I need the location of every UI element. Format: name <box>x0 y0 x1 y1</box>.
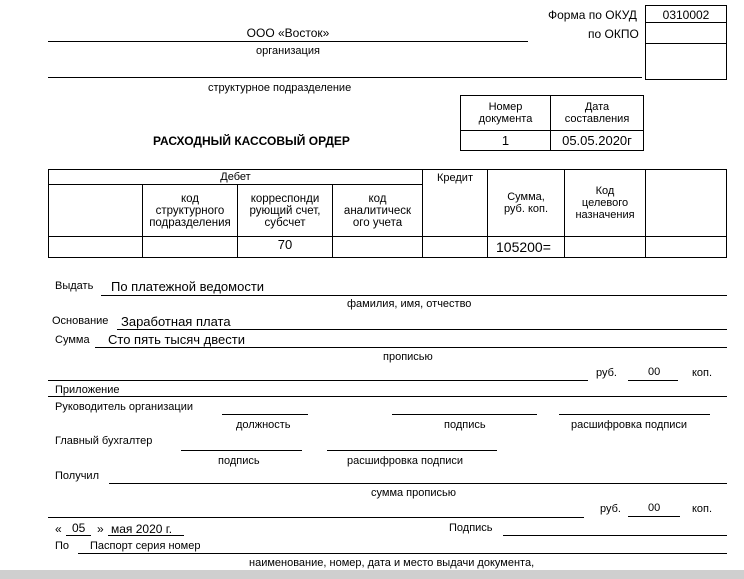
head-label: Руководитель организации <box>55 401 194 413</box>
quote-close: » <box>97 522 104 536</box>
signature-label: Подпись <box>449 522 493 534</box>
doc-number-date-table <box>460 95 644 151</box>
attachment-label: Приложение <box>55 384 120 396</box>
corr-header-l2: рующий счет, <box>249 204 321 217</box>
debit-credit-table <box>48 169 727 258</box>
purpose-header-l2: целевого <box>581 197 629 209</box>
analytic-header-l1: код <box>368 192 387 205</box>
day-value: 05 <box>72 521 86 535</box>
struct-header-l2: структурного <box>155 204 225 217</box>
credit-header: Кредит <box>423 170 488 237</box>
sum-header-l2: руб. коп. <box>503 203 549 215</box>
sum-words-value: Сто пять тысяч двести <box>108 332 245 347</box>
received-label: Получил <box>55 470 99 482</box>
struct-header-l3: подразделения <box>149 216 231 229</box>
basis-value: Заработная плата <box>121 314 231 329</box>
sum-header-l1: Сумма, <box>507 191 545 203</box>
okud-label: Форма по ОКУД <box>548 8 637 22</box>
kop-label-2: коп. <box>692 503 713 515</box>
kop-label: коп. <box>692 367 713 379</box>
date-header-l2: составления <box>564 113 630 125</box>
chief-signature-caption: подпись <box>218 455 260 467</box>
rub-label-2: руб. <box>600 503 621 515</box>
corr-header-l3: субсчет <box>264 216 306 229</box>
rub-label: руб. <box>596 367 617 379</box>
doc-title: РАСХОДНЫЙ КАССОВЫЙ ОРДЕР <box>153 134 350 148</box>
passport-value: Паспорт серия номер <box>90 540 201 552</box>
words-caption: прописью <box>383 351 433 363</box>
issue-value: По платежной ведомости <box>111 279 265 294</box>
fio-caption: фамилия, имя, отчество <box>347 298 472 310</box>
doc-number: 1 <box>461 131 551 151</box>
number-header-l1: Номер <box>488 101 523 113</box>
okud-code: 0310002 <box>662 8 710 22</box>
by-label: По <box>55 540 70 552</box>
head-signature-caption: подпись <box>444 419 486 431</box>
struct-header-l1: код <box>180 192 199 205</box>
chief-accountant-label: Главный бухгалтер <box>55 435 153 447</box>
quote-open: « <box>55 522 62 536</box>
page-bottom-scrollbar <box>0 570 744 579</box>
department-caption: структурное подразделение <box>208 82 352 94</box>
month-year: мая 2020 г. <box>111 522 173 536</box>
doc-date: 05.05.2020г <box>551 131 644 151</box>
organization-name: ООО «Восток» <box>246 26 330 40</box>
position-caption: должность <box>236 419 291 431</box>
kop-value-2: 00 <box>648 502 661 514</box>
debit-header: Дебет <box>49 170 423 185</box>
date-header-l1: Дата <box>584 101 610 113</box>
chief-decoding-caption: расшифровка подписи <box>347 455 464 467</box>
sum-label: Сумма <box>55 334 90 346</box>
purpose-header-l1: Код <box>595 185 615 197</box>
purpose-header-l3: назначения <box>575 209 635 221</box>
doc-caption: наименование, номер, дата и место выдачи документа, <box>249 557 535 569</box>
okud-okpo-box <box>645 5 727 80</box>
organization-caption: организация <box>256 45 320 57</box>
analytic-header-l3: ого учета <box>352 216 403 229</box>
analytic-header-l2: аналитическ <box>343 204 412 217</box>
corr-header-l1: корреспонди <box>250 192 320 205</box>
sum-value: 105200= <box>488 237 565 258</box>
head-decoding-caption: расшифровка подписи <box>571 419 688 431</box>
number-header-l2: документа <box>478 113 533 125</box>
issue-label: Выдать <box>55 280 94 292</box>
corr-value: 70 <box>238 237 333 258</box>
kop-value: 00 <box>648 366 661 378</box>
okpo-label: по ОКПО <box>588 27 639 41</box>
sum-words-caption: сумма прописью <box>371 487 456 499</box>
basis-label: Основание <box>52 315 109 327</box>
